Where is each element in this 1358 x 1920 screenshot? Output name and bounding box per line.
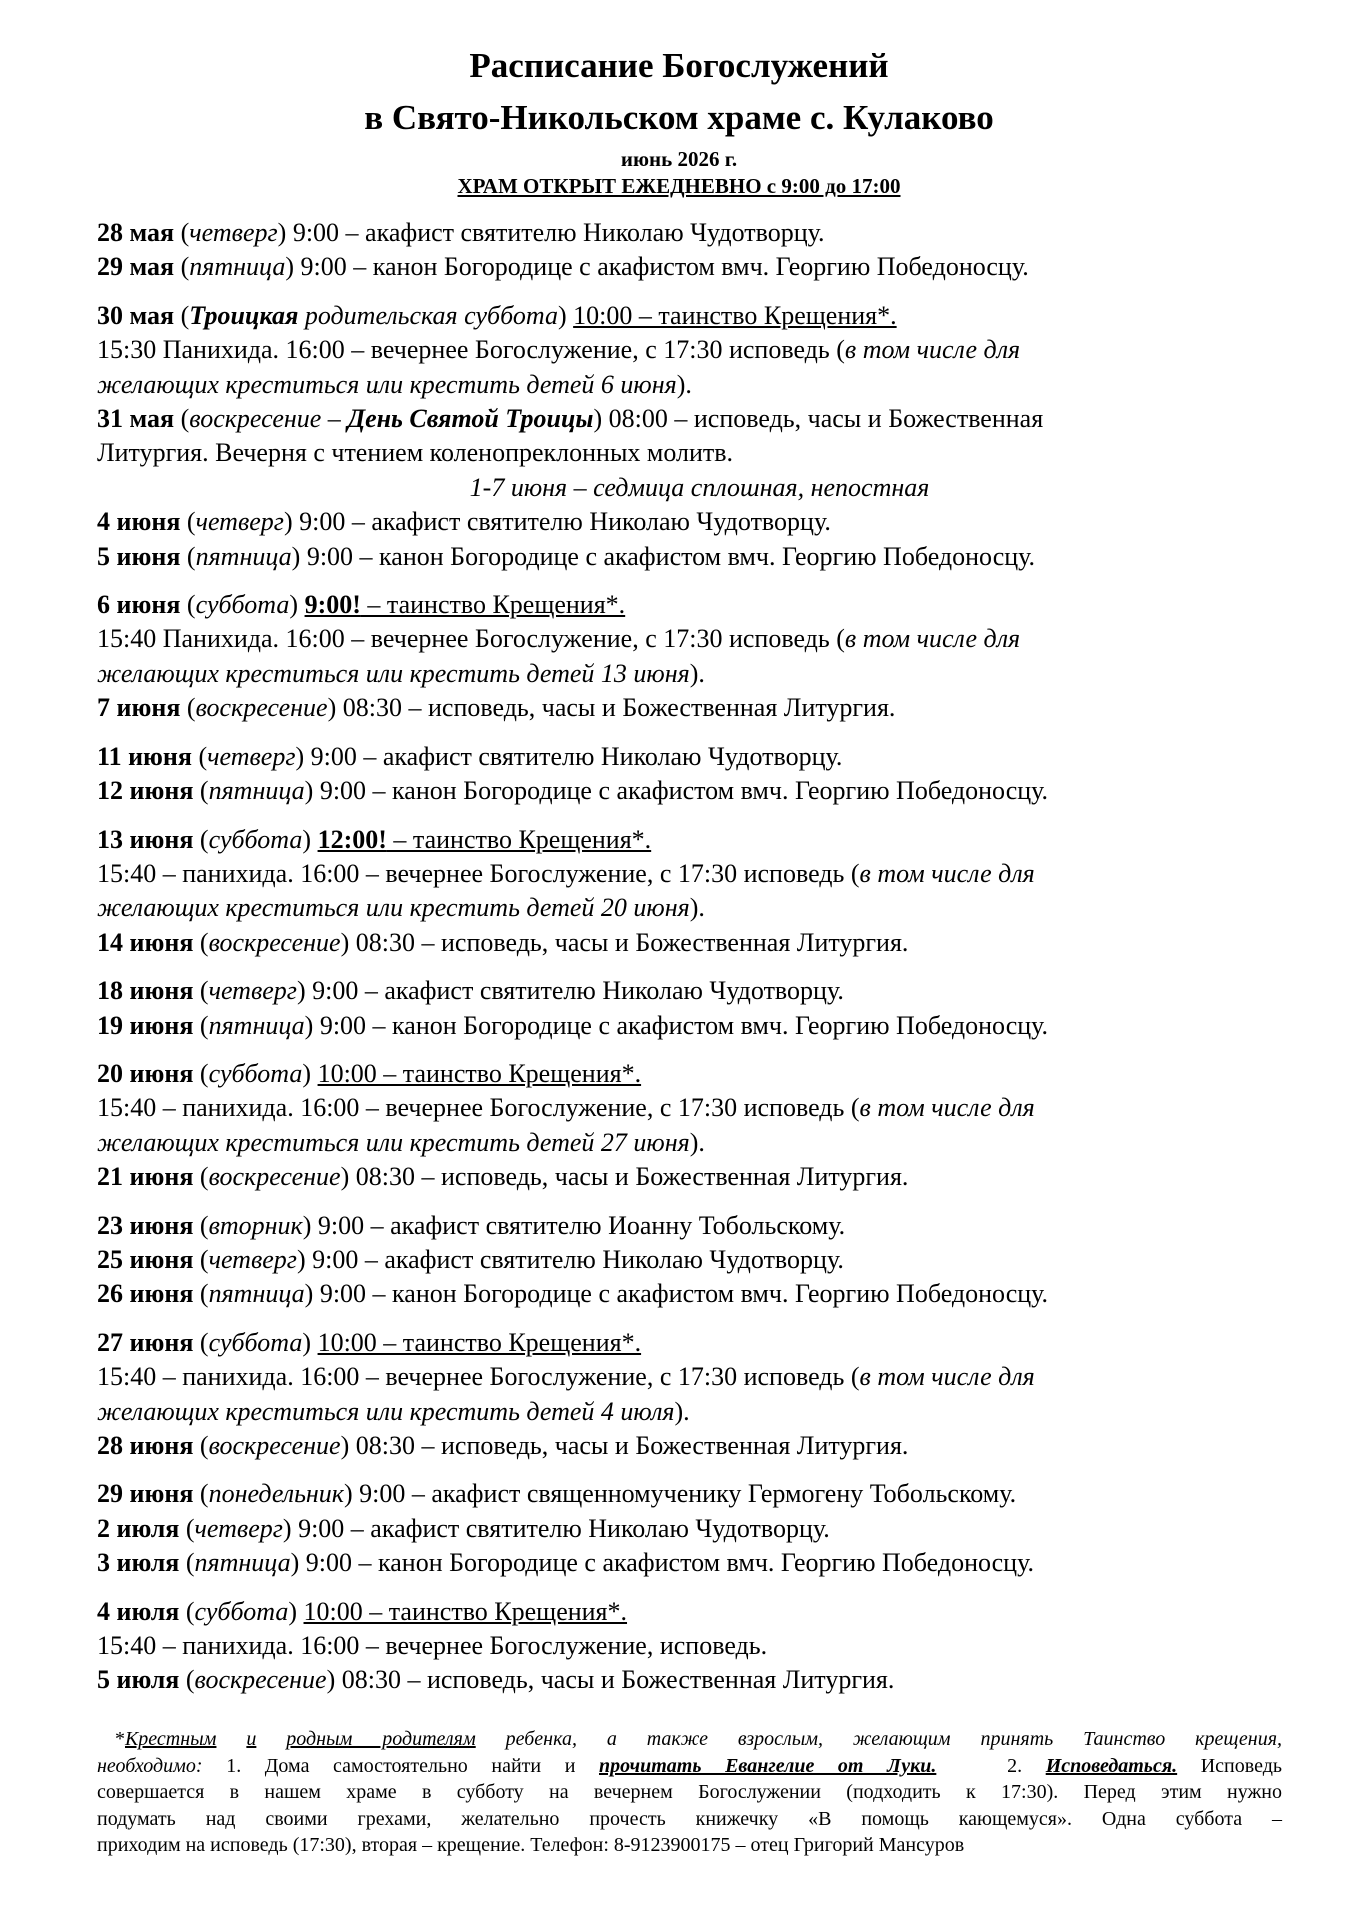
- schedule-line: 15:40 Панихида. 16:00 – вечернее Богослужение, с 17:30 исповедь (в том числе для: [97, 624, 1021, 654]
- schedule-line: 13 июня (суббота) 12:00! – таинство Крещения*.: [97, 824, 652, 854]
- schedule-line: 25 июня (четверг) 9:00 – акафист святителю Николаю Чудотворцу.: [97, 1244, 844, 1274]
- page-subtitle: в Свято-Никольском храме с. Кулаково: [364, 98, 994, 137]
- footnote-line: совершается в нашем храме в субботу на вечернем Богослужении (подходить к 17:30). Перед этим нужно: [97, 1781, 1282, 1803]
- schedule-line: 21 июня (воскресение) 08:30 – исповедь, часы и Божественная Литургия.: [97, 1162, 909, 1192]
- footnote-line: *Крестным и родным родителям ребенка, а также взрослым, желающим принять Таинство крещения,: [115, 1728, 1283, 1750]
- schedule-line: 30 мая (Троицкая родительская суббота) 10:00 – таинство Крещения*.: [97, 300, 897, 330]
- schedule-line: 20 июня (суббота) 10:00 – таинство Крещения*.: [97, 1058, 642, 1088]
- footnote-line: приходим на исповедь (17:30), вторая – крещение. Телефон: 8-9123900175 – отец Григорий Мансуров: [97, 1834, 965, 1856]
- schedule-line: желающих креститься или крестить детей 20 июня).: [97, 893, 705, 923]
- schedule-line: 26 июня (пятница) 9:00 – канон Богородице с акафистом вмч. Георгию Победоносцу.: [97, 1279, 1049, 1309]
- schedule-line: 29 июня (понедельник) 9:00 – акафист священномученику Гермогену Тобольскому.: [97, 1479, 1017, 1509]
- schedule-line: 11 июня (четверг) 9:00 – акафист святителю Николаю Чудотворцу.: [97, 741, 843, 771]
- schedule-line: 29 мая (пятница) 9:00 – канон Богородице с акафистом вмч. Георгию Победоносцу.: [97, 252, 1029, 282]
- schedule-line: 12 июня (пятница) 9:00 – канон Богородице с акафистом вмч. Георгию Победоносцу.: [97, 776, 1049, 806]
- page-title: Расписание Богослужений: [469, 46, 889, 85]
- schedule-line: желающих креститься или крестить детей 6 июня).: [97, 369, 692, 399]
- schedule-list: [97, 216, 1282, 1698]
- schedule-line: 7 июня (воскресение) 08:30 – исповедь, часы и Божественная Литургия.: [97, 693, 896, 723]
- schedule-line: 15:40 – панихида. 16:00 – вечернее Богослужение, с 17:30 исповедь (в том числе для: [97, 1362, 1035, 1392]
- schedule-line: 28 июня (воскресение) 08:30 – исповедь, часы и Божественная Литургия.: [97, 1431, 909, 1460]
- schedule-line: 15:30 Панихида. 16:00 – вечернее Богослужение, с 17:30 исповедь (в том числе для: [97, 335, 1021, 365]
- schedule-line: 28 мая (четверг) 9:00 – акафист святителю Николаю Чудотворцу.: [97, 218, 825, 247]
- schedule-line: 6 июня (суббота) 9:00! – таинство Крещения*.: [97, 590, 626, 620]
- week-note: 1-7 июня – седмица сплошная, непостная: [469, 472, 930, 502]
- schedule-line: 19 июня (пятница) 9:00 – канон Богородице с акафистом вмч. Георгию Победоносцу.: [97, 1010, 1049, 1040]
- schedule-line: 31 мая (воскресение – День Святой Троицы) 08:00 – исповедь, часы и Божественная: [97, 404, 1044, 434]
- schedule-line: 23 июня (вторник) 9:00 – акафист святителю Иоанну Тобольскому.: [97, 1210, 846, 1240]
- schedule-line: 3 июля (пятница) 9:00 – канон Богородице с акафистом вмч. Георгию Победоносцу.: [97, 1548, 1034, 1578]
- baptism-footnote: [97, 1726, 1282, 1859]
- schedule-line: 5 июня (пятница) 9:00 – канон Богородице с акафистом вмч. Георгию Победоносцу.: [97, 541, 1036, 571]
- schedule-line: желающих креститься или крестить детей 13 июня).: [97, 658, 705, 688]
- schedule-line: 5 июля (воскресение) 08:30 – исповедь, часы и Божественная Литургия.: [97, 1665, 895, 1695]
- schedule-line: 14 июня (воскресение) 08:30 – исповедь, часы и Божественная Литургия.: [97, 927, 909, 957]
- schedule-line: желающих креститься или крестить детей 27 июня).: [97, 1127, 705, 1157]
- schedule-line: 2 июля (четверг) 9:00 – акафист святителю Николаю Чудотворцу.: [97, 1513, 830, 1543]
- schedule-line: 15:40 – панихида. 16:00 – вечернее Богослужение, исповедь.: [97, 1631, 768, 1661]
- schedule-line: 15:40 – панихида. 16:00 – вечернее Богослужение, с 17:30 исповедь (в том числе для: [97, 858, 1035, 888]
- schedule-line: 4 июля (суббота) 10:00 – таинство Крещения*.: [97, 1596, 628, 1626]
- open-hours-notice: ХРАМ ОТКРЫТ ЕЖЕДНЕВНО с 9:00 до 17:00: [457, 174, 901, 198]
- schedule-line: Литургия. Вечерня с чтением коленопреклонных молитв.: [97, 438, 734, 468]
- schedule-line: 15:40 – панихида. 16:00 – вечернее Богослужение, с 17:30 исповедь (в том числе для: [97, 1093, 1035, 1123]
- schedule-line: 4 июня (четверг) 9:00 – акафист святителю Николаю Чудотворцу.: [97, 507, 831, 537]
- schedule-line: 18 июня (четверг) 9:00 – акафист святителю Николаю Чудотворцу.: [97, 976, 844, 1006]
- schedule-line: 27 июня (суббота) 10:00 – таинство Крещения*.: [97, 1327, 642, 1357]
- month-label: июнь 2026 г.: [620, 147, 738, 171]
- footnote-line: подумать над своими грехами, желательно прочесть книжечку «В помощь кающемуся». Одна суббота –: [97, 1807, 1282, 1830]
- schedule-line: желающих креститься или крестить детей 4 июля).: [97, 1396, 690, 1426]
- footnote-line: необходимо: 1. Дома самостоятельно найти и прочитать Евангелие от Луки. 2. Исповедаться. Исповедь: [97, 1754, 1282, 1777]
